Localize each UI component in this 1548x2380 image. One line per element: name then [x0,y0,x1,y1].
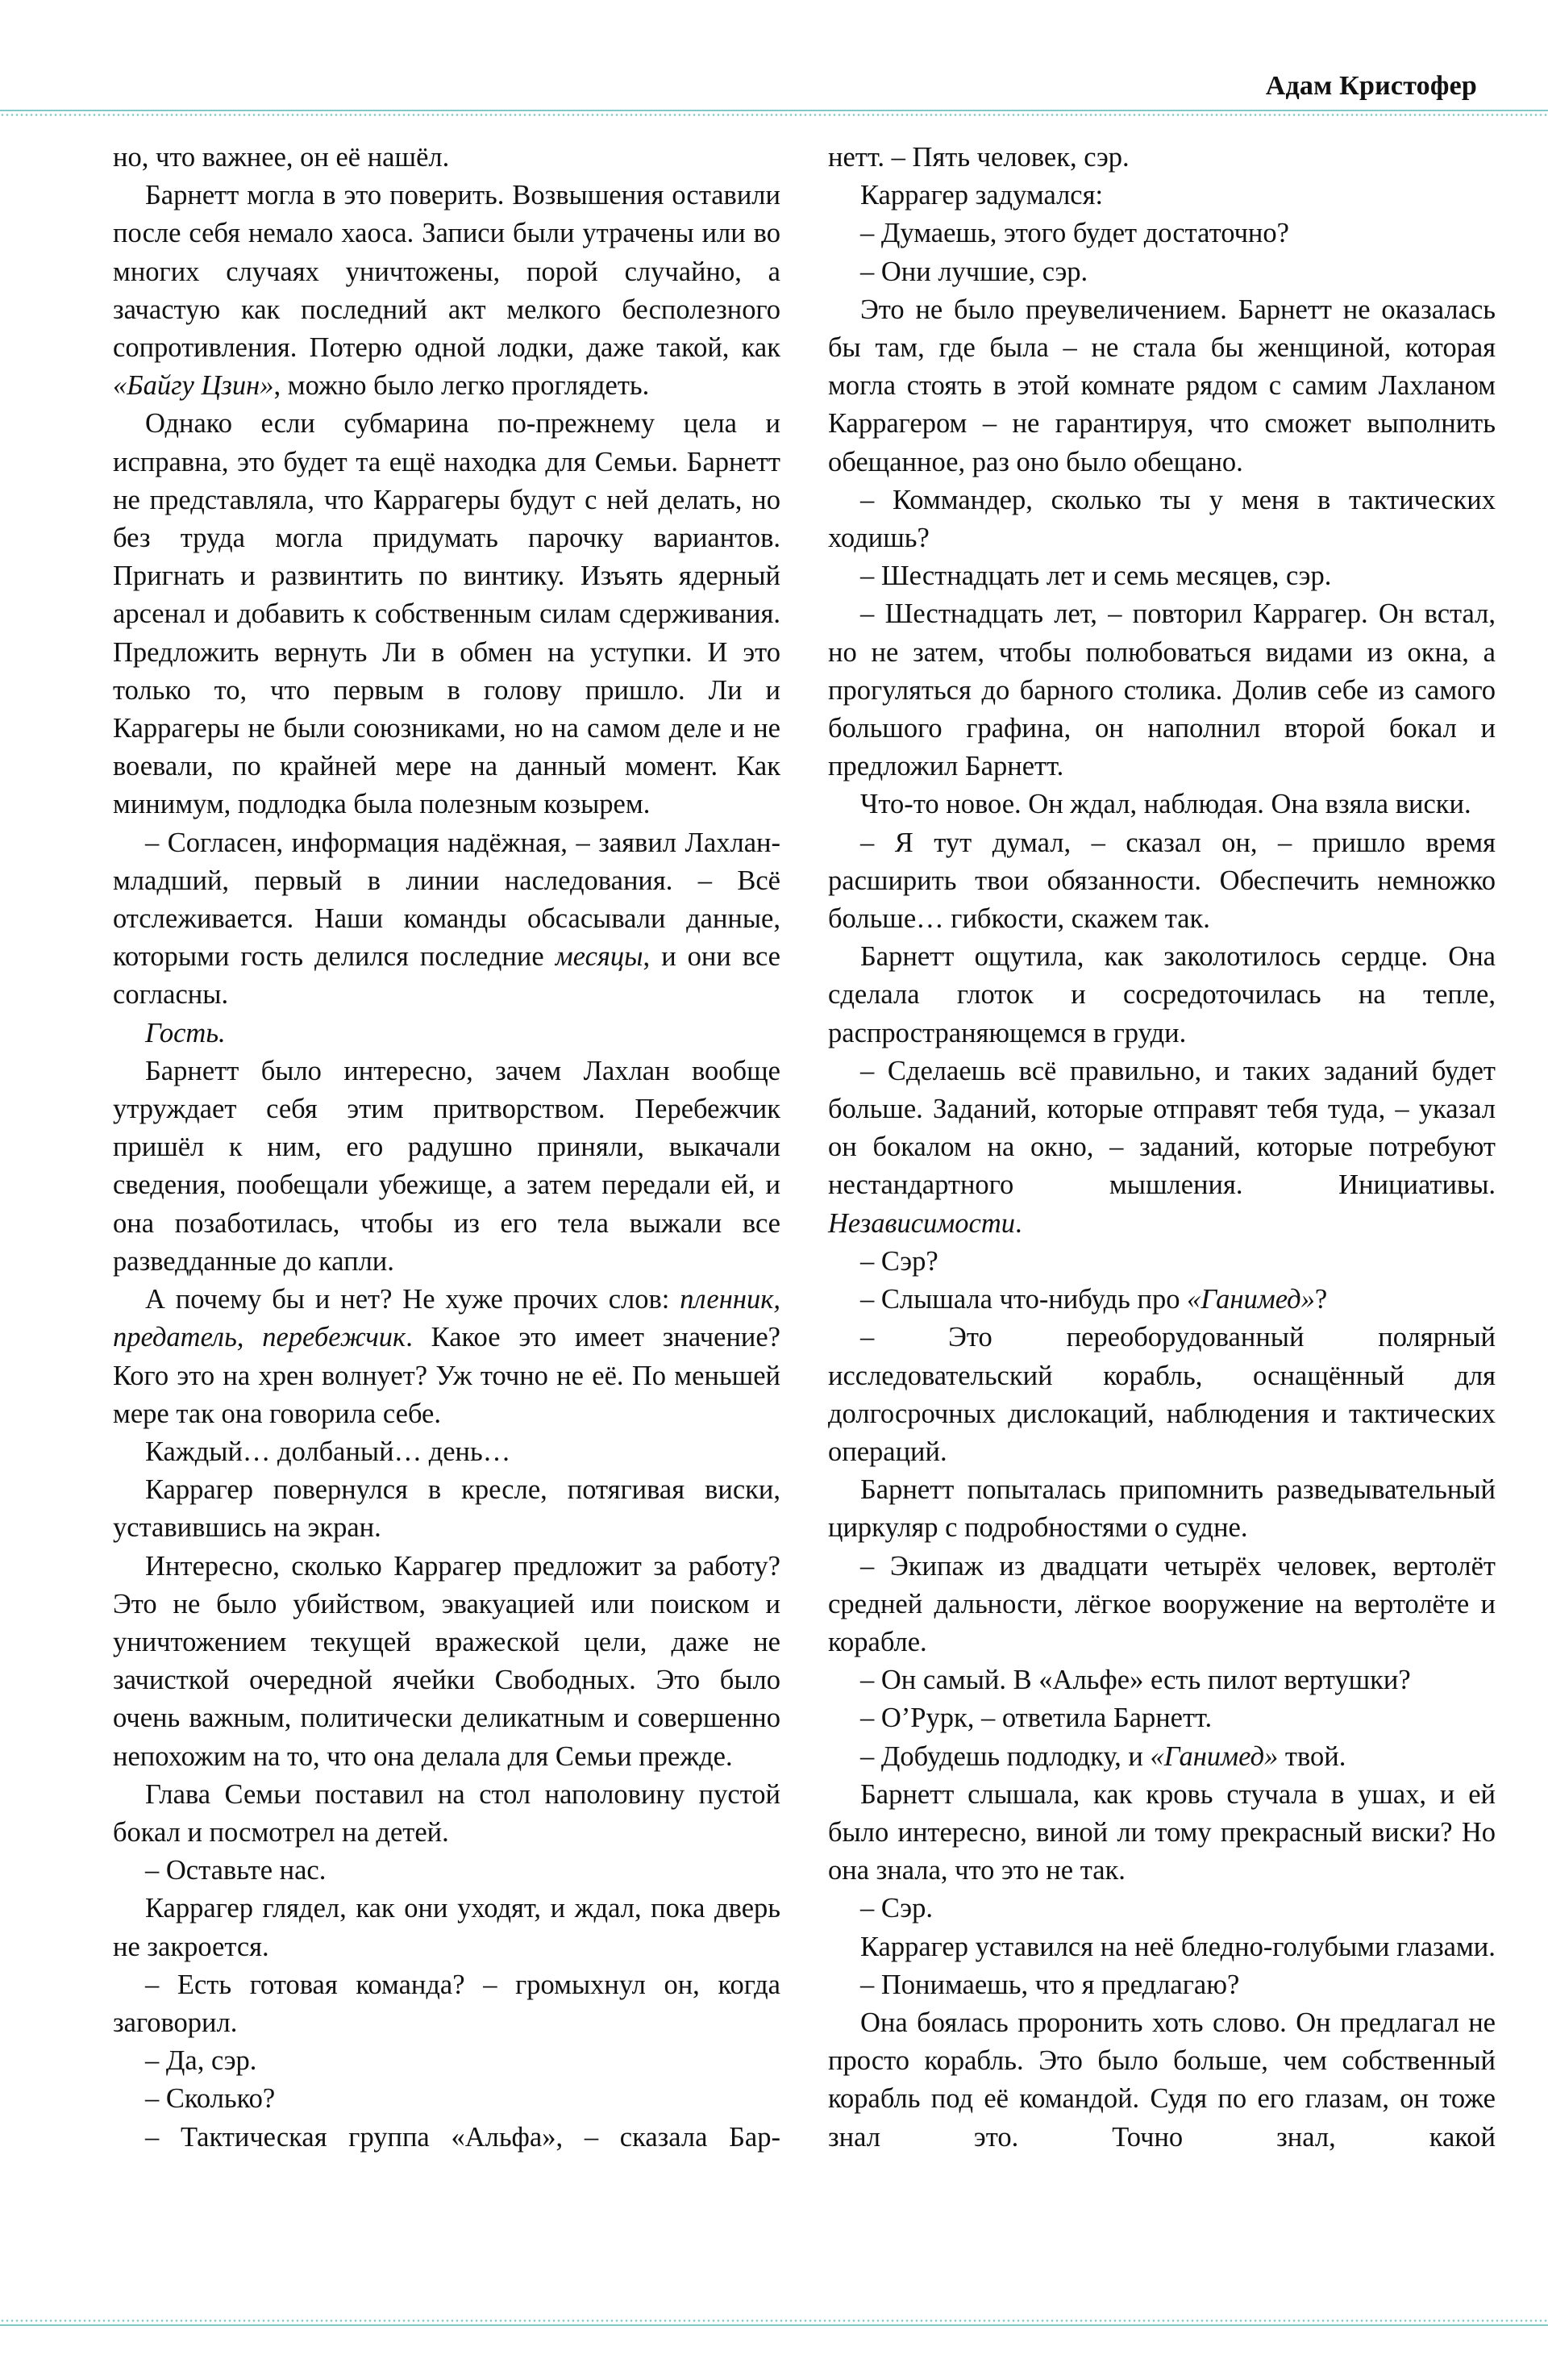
paragraph: – Сэр? [860,1245,938,1277]
paragraph: Каррагер уставился на неё бледно-голубыми глазами. [860,1931,1496,1962]
paragraph: Барнетт ощутила, как заколотилось сердце. Она сделала глоток и сосредоточилась на тепле, распространяющемся в груди. [828,941,1496,1048]
text-columns [113,139,1496,2308]
paragraph: Барнетт слышала, как кровь стучала в ушах, и ей было интересно, виной ли тому прекрасный виски? Но она знала, что это не так. [828,1778,1496,1886]
paragraph: – Шестнадцать лет, – повторил Каррагер. Он встал, но не затем, чтобы полюбоваться видами из окна, а прогуляться до барного столика. Долив себе из самого большого графина, он наполнил второй бокал и предложил Барнетт. [828,598,1496,782]
paragraph: Барнетт могла в это поверить. Возвышения оставили после себя немало хаоса. Записи были утрачены или во многих случаях уничтожены, порой случайно, а зачастую как последний акт мелкого бесполезного сопротивления. Потерю одной лодки, даже такой, как «Байгу Цзин», можно было легко проглядеть. [113,180,780,402]
italic-span: Гость. [145,1017,226,1048]
paragraph: – Есть готовая команда? – громыхнул он, когда заговорил. [113,1969,780,2038]
italic-span: «Байгу Цзин» [113,370,274,402]
paragraph: – Я тут думал, – сказал он, – пришло время расширить твои обязанности. Обеспечить немножко больше… гибкости, скажем так. [828,827,1496,935]
right-column [828,139,1496,2308]
paragraph: Барнетт попыталась припомнить разведывательный циркуляр с подробностями о судне. [828,1474,1496,1544]
italic-span: «Ганимед» [1187,1284,1315,1315]
left-column [113,139,780,2308]
paragraph: – Тактическая группа «Альфа», – сказала Бар- [145,2121,780,2153]
paragraph: А почему бы и нет? Не хуже прочих слов: пленник, предатель, перебежчик. Какое это имеет значение? Кого это на хрен волнует? Уж точно не её. По меньшей мере так она говорила себе. [113,1284,780,1429]
paragraph: – О’Рурк, – ответила Барнетт. [860,1703,1213,1734]
paragraph: Она боялась проронить хоть слово. Он предлагал не просто корабль. Это было больше, чем собственный корабль под её командой. Судя по его глазам, он тоже знал это. Точно знал, какой [828,2007,1496,2153]
paragraph: Каррагер повернулся в кресле, потягивая виски, уставившись на экран. [113,1474,780,1544]
paragraph: Каррагер задумался: [860,180,1104,211]
paragraph: Каррагер глядел, как они уходят, и ждал, пока дверь не закроется. [113,1893,780,1962]
paragraph: – Да, сэр. [145,2045,257,2077]
paragraph: – Экипаж из двадцати четырёх человек, вертолёт средней дальности, лёгкое вооружение на вертолёте и корабле. [828,1550,1496,1657]
paragraph: – Согласен, информация надёжная, – заявил Лахлан-младший, первый в линии наследования. – Всё отслеживается. Наши команды обсасывали данные, которыми гость делился последние месяцы, и они все согласны. [113,827,780,1011]
paragraph: – Они лучшие, сэр. [860,256,1088,287]
paragraph: – Думаешь, этого будет достаточно? [860,218,1289,249]
paragraph: но, что важнее, он её нашёл. [113,142,450,173]
italic-span: «Ганимед» [1150,1740,1279,1772]
paragraph: – Добудешь подлодку, и «Ганимед» твой. [860,1740,1346,1772]
paragraph: Интересно, сколько Каррагер предложит за работу? Это не было убийством, эвакуацией или поиском и уничтожением текущей вражеской цели, даже не зачисткой очередной ячейки Свободных. Это было очень важным, политически деликатным и совершенно непохожим на то, что она делала для Семьи прежде. [113,1550,780,1772]
paragraph: Глава Семьи поставил на стол наполовину пустой бокал и посмотрел на детей. [113,1778,780,1848]
paragraph: Что-то новое. Он ждал, наблюдая. Она взяла виски. [860,789,1471,820]
paragraph: Это не было преувеличением. Барнетт не оказалась бы там, где была – не стала бы женщиной, которая могла стоять в этой комнате рядом с самим Лахланом Каррагером – не гарантируя, что сможет выполнить обещанное, раз оно было обещано. [828,294,1496,477]
paragraph: Однако если субмарина по-прежнему цела и исправна, это будет та ещё находка для Семьи. Барнетт не представляла, что Каррагеры будут с ней делать, но без труда могла придумать парочку вариантов. Пригнать и развинтить по винтику. Изъять ядерный арсенал и добавить к собственным силам сдерживания. Предложить вернуть Ли в обмен на уступки. И это только то, что первым в голову пришло. Ли и Каррагеры не были союзниками, но на самом деле и не воевали, по крайней мере на данный момент. Как минимум, подлодка была полезным козырем. [113,408,780,820]
italic-span: пленник, предатель, перебежчик [113,1284,780,1353]
header-rule [0,110,1548,118]
paragraph: – Сколько? [145,2083,276,2115]
running-head-author: Адам Кристофер [1265,71,1477,101]
paragraph: – Сэр. [860,1893,933,1924]
paragraph: – Сделаешь всё правильно, и таких заданий будет больше. Заданий, которые отправят тебя туда, – указал он бокалом на окно, – заданий, которые потребуют нестандартного мышления. Инициативы. Независимости. [828,1055,1496,1239]
paragraph: нетт. – Пять человек, сэр. [828,142,1130,173]
paragraph: – Слышала что-нибудь про «Ганимед»? [860,1284,1328,1315]
paragraph [113,1015,780,1052]
paragraph: Каждый… долбаный… день… [145,1436,511,1467]
paragraph: – Оставьте нас. [145,1855,327,1886]
paragraph: – Понимаешь, что я предлагаю? [860,1969,1240,2000]
italic-span: Независимости [828,1207,1016,1239]
paragraph: – Это переоборудованный полярный исследовательский корабль, оснащённый для долгосрочных дислокаций, наблюдения и тактических операций. [828,1322,1496,1467]
italic-span: месяцы [555,941,643,973]
footer-rule [0,2320,1548,2328]
paragraph: Барнетт было интересно, зачем Лахлан вообще утруждает себя этим притворством. Перебежчик пришёл к ним, его радушно приняли, выкачали сведения, пообещали убежище, а затем передали ей, и она позаботилась, чтобы из его тела выжали все разведданные до капли. [113,1055,780,1277]
paragraph: – Коммандер, сколько ты у меня в тактических ходишь? [828,484,1496,554]
paragraph: – Шестнадцать лет и семь месяцев, сэр. [860,561,1332,592]
paragraph: – Он самый. В «Альфе» есть пилот вертушки? [860,1665,1411,1696]
